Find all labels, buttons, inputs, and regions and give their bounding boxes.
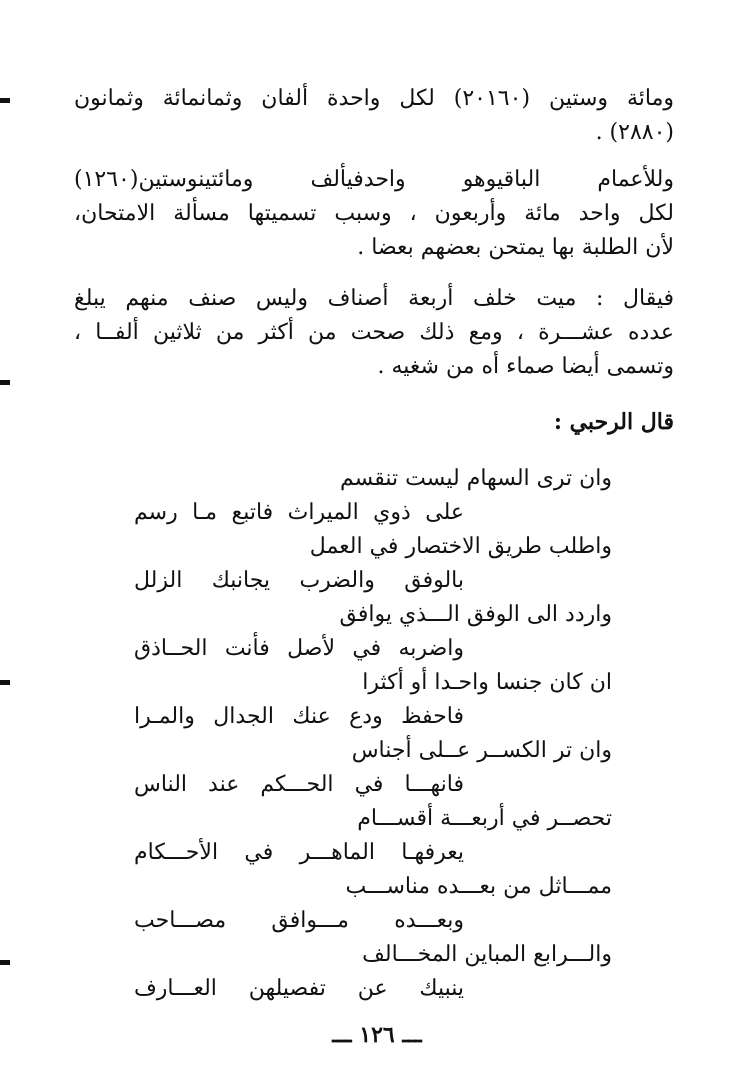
paragraph-1 — [74, 82, 674, 150]
verse-line: فاحفظ ودع عنك الجدال والمـرا — [134, 704, 464, 729]
verse-line: وان تر الكســر عــلى أجناس — [351, 738, 612, 763]
page-number: ـــ ١٢٦ ـــ — [332, 1022, 422, 1048]
verse-line: وبعـــده مـــوافق مصـــاحب — [134, 908, 464, 933]
verse-line: بالوفق والضرب يجانبك الزلل — [134, 568, 464, 593]
margin-mark — [0, 98, 10, 103]
margin-mark — [0, 380, 10, 385]
paragraph-line: ومائة وستين (٢٠١٦٠) لكل واحدة ألفان وثمانمائة وثمانون — [74, 86, 674, 111]
verse-line: واضربه في لأصل فأنت الحــاذق — [134, 636, 464, 661]
verse-line: ان كان جنسا واحـدا أو أكثرا — [362, 670, 612, 695]
verse-line: وان ترى السهام ليست تنقسم — [340, 466, 612, 491]
margin-mark — [0, 960, 10, 965]
verse-line: تحصــر في أربعـــة أقســـام — [357, 806, 612, 831]
paragraph-2 — [74, 163, 674, 265]
paragraph-line: وتسمى أيضا صماء أه من شغيه . — [377, 354, 674, 379]
paragraph-3 — [74, 282, 674, 384]
verse-line: فانهـــا في الحـــكم عند الناس — [134, 772, 464, 797]
verse-line: ينبيك عن تفصيلهن العـــارف — [134, 976, 464, 1001]
paragraph-line: عدده عشـــرة ، ومع ذلك صحت من أكثر من ثلاثين ألفــا ، — [74, 320, 674, 345]
verse-line: واطلب طريق الاختصار في العمل — [309, 534, 612, 559]
verse-line: ممـــاثل من بعـــده مناســـب — [345, 874, 612, 899]
paragraph-line: (٢٨٨٠) . — [595, 120, 674, 145]
verse-line: يعرفهـا الماهـــر في الأحـــكام — [134, 840, 464, 865]
verse-line: واردد الى الوفق الـــذي يوافق — [339, 602, 612, 627]
margin-mark — [0, 680, 10, 685]
paragraph-line: فيقال : ميت خلف أربعة أصناف وليس صنف منهم يبلغ — [74, 286, 674, 311]
section-heading: قال الرحبي : — [553, 409, 674, 435]
paragraph-line: لكل واحد مائة وأربعون ، وسبب تسميتها مسألة الامتحان، — [74, 201, 674, 226]
paragraph-line: لأن الطلبة بها يمتحن بعضهم بعضا . — [357, 235, 674, 260]
paragraph-line: وللأعمام الباقيوهو واحدفيألف ومائتينوستين(١٢٦٠) — [74, 167, 674, 192]
verse-line: والـــرابع المباين المخـــالف — [362, 942, 612, 967]
verse-line: على ذوي الميراث فاتبع مـا رسم — [134, 500, 464, 525]
